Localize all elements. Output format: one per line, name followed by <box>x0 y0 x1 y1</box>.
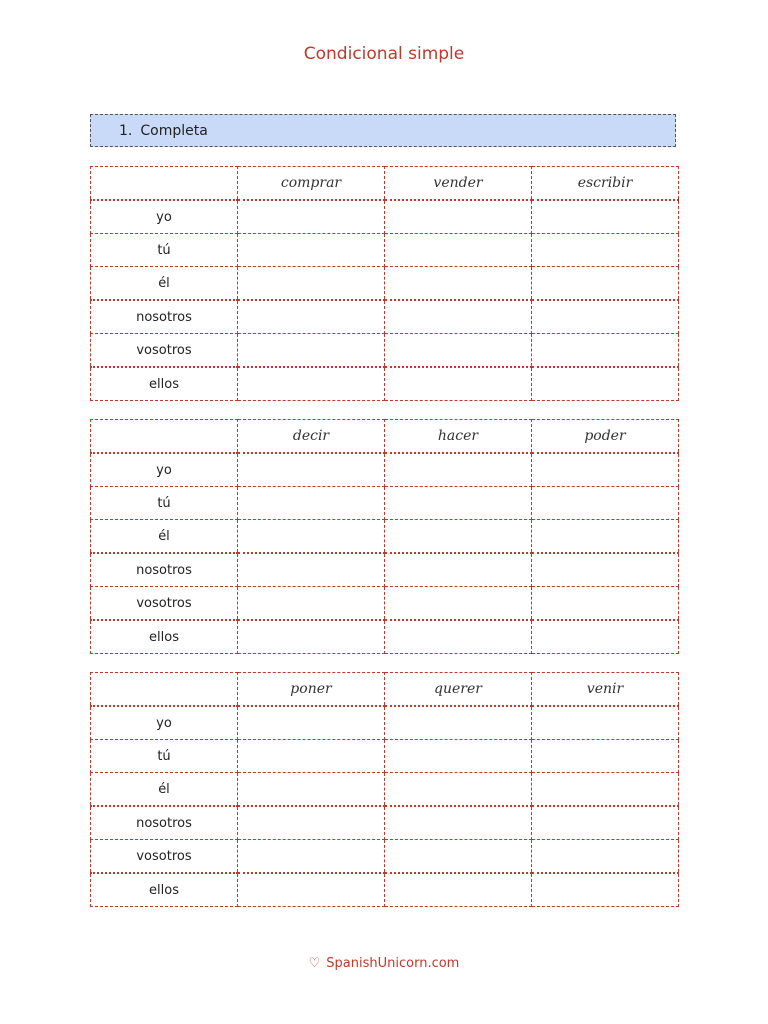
table-row <box>91 587 679 621</box>
answer-cell[interactable] <box>385 234 532 267</box>
answer-cell[interactable] <box>385 334 532 368</box>
table-row <box>91 773 679 807</box>
answer-cell[interactable] <box>385 740 532 773</box>
answer-cell[interactable] <box>532 520 679 554</box>
pronoun-cell: él <box>91 520 238 554</box>
answer-cell[interactable] <box>385 453 532 487</box>
corner-cell <box>91 673 238 707</box>
answer-cell[interactable] <box>532 487 679 520</box>
answer-cell[interactable] <box>385 520 532 554</box>
pronoun-cell: vosotros <box>91 587 238 621</box>
table-row <box>91 367 679 401</box>
answer-cell[interactable] <box>385 773 532 807</box>
pronoun-cell: yo <box>91 200 238 234</box>
answer-cell[interactable] <box>385 587 532 621</box>
answer-cell[interactable] <box>532 587 679 621</box>
answer-cell[interactable] <box>238 706 385 740</box>
pronoun-cell: tú <box>91 487 238 520</box>
answer-cell[interactable] <box>532 300 679 334</box>
answer-cell[interactable] <box>238 300 385 334</box>
table-row <box>91 553 679 587</box>
table-row <box>91 300 679 334</box>
answer-cell[interactable] <box>385 620 532 654</box>
answer-cell[interactable] <box>238 367 385 401</box>
instruction-text: Completa <box>140 122 208 139</box>
table-row <box>91 806 679 840</box>
verb-header: vender <box>385 167 532 201</box>
answer-cell[interactable] <box>238 520 385 554</box>
table-row <box>91 234 679 267</box>
table-header-row <box>91 167 679 201</box>
conjugation-table-2 <box>90 419 679 654</box>
table-row <box>91 267 679 301</box>
answer-cell[interactable] <box>532 267 679 301</box>
answer-cell[interactable] <box>238 453 385 487</box>
table-row <box>91 620 679 654</box>
instruction-number: 1. <box>119 122 133 139</box>
verb-header: venir <box>532 673 679 707</box>
answer-cell[interactable] <box>238 267 385 301</box>
table-header-row <box>91 420 679 454</box>
page-title: Condicional simple <box>303 44 465 64</box>
answer-cell[interactable] <box>238 200 385 234</box>
answer-cell[interactable] <box>532 773 679 807</box>
verb-header: poder <box>532 420 679 454</box>
answer-cell[interactable] <box>385 840 532 874</box>
verb-header: escribir <box>532 167 679 201</box>
table-row <box>91 334 679 368</box>
answer-cell[interactable] <box>532 620 679 654</box>
answer-cell[interactable] <box>532 553 679 587</box>
table-row <box>91 200 679 234</box>
conjugation-table-3 <box>90 672 679 907</box>
table-row <box>91 840 679 874</box>
pronoun-cell: tú <box>91 740 238 773</box>
pronoun-cell: yo <box>91 706 238 740</box>
pronoun-cell: nosotros <box>91 553 238 587</box>
table-row <box>91 740 679 773</box>
answer-cell[interactable] <box>532 840 679 874</box>
table-row <box>91 520 679 554</box>
verb-header: hacer <box>385 420 532 454</box>
verb-header: comprar <box>238 167 385 201</box>
corner-cell <box>91 167 238 201</box>
pronoun-cell: vosotros <box>91 840 238 874</box>
conjugation-table-1 <box>90 166 679 401</box>
answer-cell[interactable] <box>238 620 385 654</box>
pronoun-cell: nosotros <box>91 806 238 840</box>
answer-cell[interactable] <box>385 706 532 740</box>
answer-cell[interactable] <box>532 706 679 740</box>
answer-cell[interactable] <box>385 806 532 840</box>
instruction-box <box>90 114 676 147</box>
verb-header: querer <box>385 673 532 707</box>
pronoun-cell: yo <box>91 453 238 487</box>
answer-cell[interactable] <box>385 367 532 401</box>
answer-cell[interactable] <box>238 840 385 874</box>
answer-cell[interactable] <box>532 873 679 907</box>
answer-cell[interactable] <box>238 806 385 840</box>
answer-cell[interactable] <box>385 487 532 520</box>
answer-cell[interactable] <box>238 773 385 807</box>
answer-cell[interactable] <box>385 873 532 907</box>
answer-cell[interactable] <box>532 334 679 368</box>
verb-header: decir <box>238 420 385 454</box>
heart-icon: ♡ <box>308 956 321 971</box>
answer-cell[interactable] <box>385 553 532 587</box>
footer-text: SpanishUnicorn.com <box>326 956 460 971</box>
answer-cell[interactable] <box>238 873 385 907</box>
table-row <box>91 873 679 907</box>
answer-cell[interactable] <box>532 453 679 487</box>
pronoun-cell: nosotros <box>91 300 238 334</box>
pronoun-cell: vosotros <box>91 334 238 368</box>
answer-cell[interactable] <box>238 234 385 267</box>
pronoun-cell: él <box>91 267 238 301</box>
answer-cell[interactable] <box>532 367 679 401</box>
table-header-row <box>91 673 679 707</box>
answer-cell[interactable] <box>238 487 385 520</box>
corner-cell <box>91 420 238 454</box>
answer-cell[interactable] <box>385 267 532 301</box>
answer-cell[interactable] <box>238 553 385 587</box>
table-row <box>91 487 679 520</box>
footer <box>0 956 768 971</box>
pronoun-cell: ellos <box>91 620 238 654</box>
answer-cell[interactable] <box>532 806 679 840</box>
verb-header: poner <box>238 673 385 707</box>
answer-cell[interactable] <box>238 740 385 773</box>
answer-cell[interactable] <box>532 234 679 267</box>
pronoun-cell: él <box>91 773 238 807</box>
pronoun-cell: tú <box>91 234 238 267</box>
table-row <box>91 706 679 740</box>
pronoun-cell: ellos <box>91 367 238 401</box>
answer-cell[interactable] <box>532 740 679 773</box>
answer-cell[interactable] <box>385 300 532 334</box>
table-row <box>91 453 679 487</box>
answer-cell[interactable] <box>238 334 385 368</box>
answer-cell[interactable] <box>385 200 532 234</box>
answer-cell[interactable] <box>532 200 679 234</box>
pronoun-cell: ellos <box>91 873 238 907</box>
answer-cell[interactable] <box>238 587 385 621</box>
